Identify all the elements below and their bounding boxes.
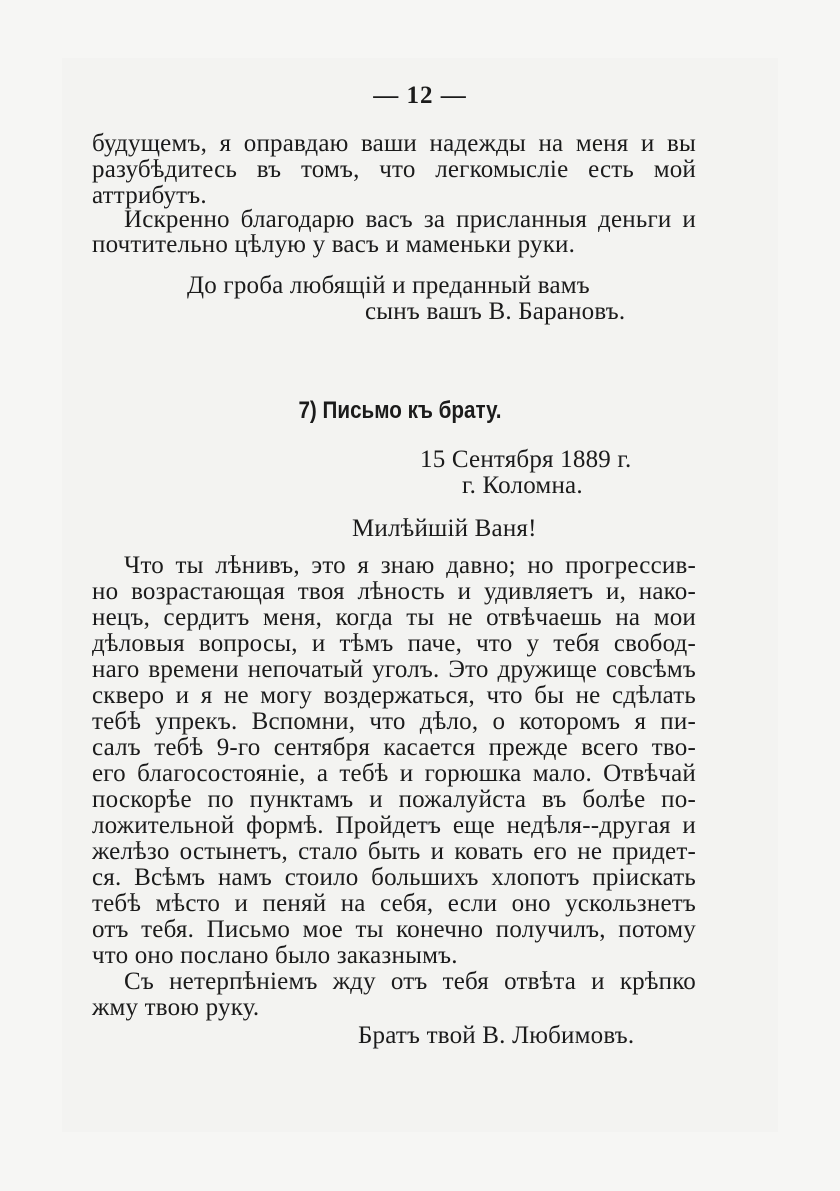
letter-date: 15 Сентября 1889 г.	[420, 446, 632, 473]
text-line: тебѣ мѣсто и пеняй на себя, если оно ускользнетъ	[92, 890, 696, 917]
closing-line: До гроба любящій и преданный вамъ	[187, 272, 590, 299]
section-heading: 7) Письмо къ брату.	[298, 397, 502, 424]
text-line: Искренно благодарю васъ за присланныя деньги и	[124, 206, 696, 233]
text-line: наго времени непочатый уголъ. Это дружище совсѣмъ	[92, 656, 696, 683]
text-line: Что ты лѣнивъ, это я знаю давно; но прогрессив-	[124, 552, 696, 579]
salutation: Милѣйшій Ваня!	[352, 515, 537, 542]
text-line: желѣзо остынетъ, стало быть и ковать его не придет-	[92, 838, 696, 865]
text-line: салъ тебѣ 9-го сентября касается прежде всего тво-	[92, 734, 696, 761]
letter-place: г. Коломна.	[462, 472, 583, 499]
text-line: нецъ, сердитъ меня, когда ты не отвѣчаешь на мои	[92, 604, 696, 631]
text-line: отъ тебя. Письмо мое ты конечно получилъ, потому	[92, 916, 696, 943]
text-line: поскорѣе по пунктамъ и пожалуйста въ болѣе по-	[92, 786, 696, 813]
text-line: но возрастающая твоя лѣность и удивляетъ и, нако-	[92, 578, 696, 605]
text-line: жму твою руку.	[92, 994, 260, 1021]
text-line: почтительно цѣлую у васъ и маменьки руки.	[92, 231, 576, 258]
text-line: что оно послано было заказнымъ.	[92, 942, 458, 969]
text-line: его благосостояніе, а тебѣ и горюшка мало. Отвѣчай	[92, 760, 696, 787]
text-line: ся. Всѣмъ намъ стоило большихъ хлопотъ пріискать	[92, 864, 696, 891]
text-line: будущемъ, я оправдаю ваши надежды на меня и вы	[92, 130, 696, 157]
signature-line: Братъ твой В. Любимовъ.	[358, 1022, 635, 1049]
page-number: — 12 —	[373, 82, 467, 109]
signature-line: сынъ вашъ В. Барановъ.	[365, 298, 626, 325]
text-line: дѣловыя вопросы, и тѣмъ паче, что у тебя свобод-	[92, 630, 696, 657]
text-line: скверо и я не могу воздержаться, что бы не сдѣлать	[92, 682, 696, 709]
text-line: Съ нетерпѣніемъ жду отъ тебя отвѣта и крѣпко	[124, 968, 696, 995]
text-line: ложительной формѣ. Пройдетъ еще недѣля--другая и	[92, 812, 696, 839]
text-line: тебѣ упрекъ. Вспомни, что дѣло, о которомъ я пи-	[92, 708, 696, 735]
text-line: разубѣдитесь въ томъ, что легкомысліе есть мой	[92, 156, 696, 183]
text-line: аттрибутъ.	[92, 182, 207, 209]
